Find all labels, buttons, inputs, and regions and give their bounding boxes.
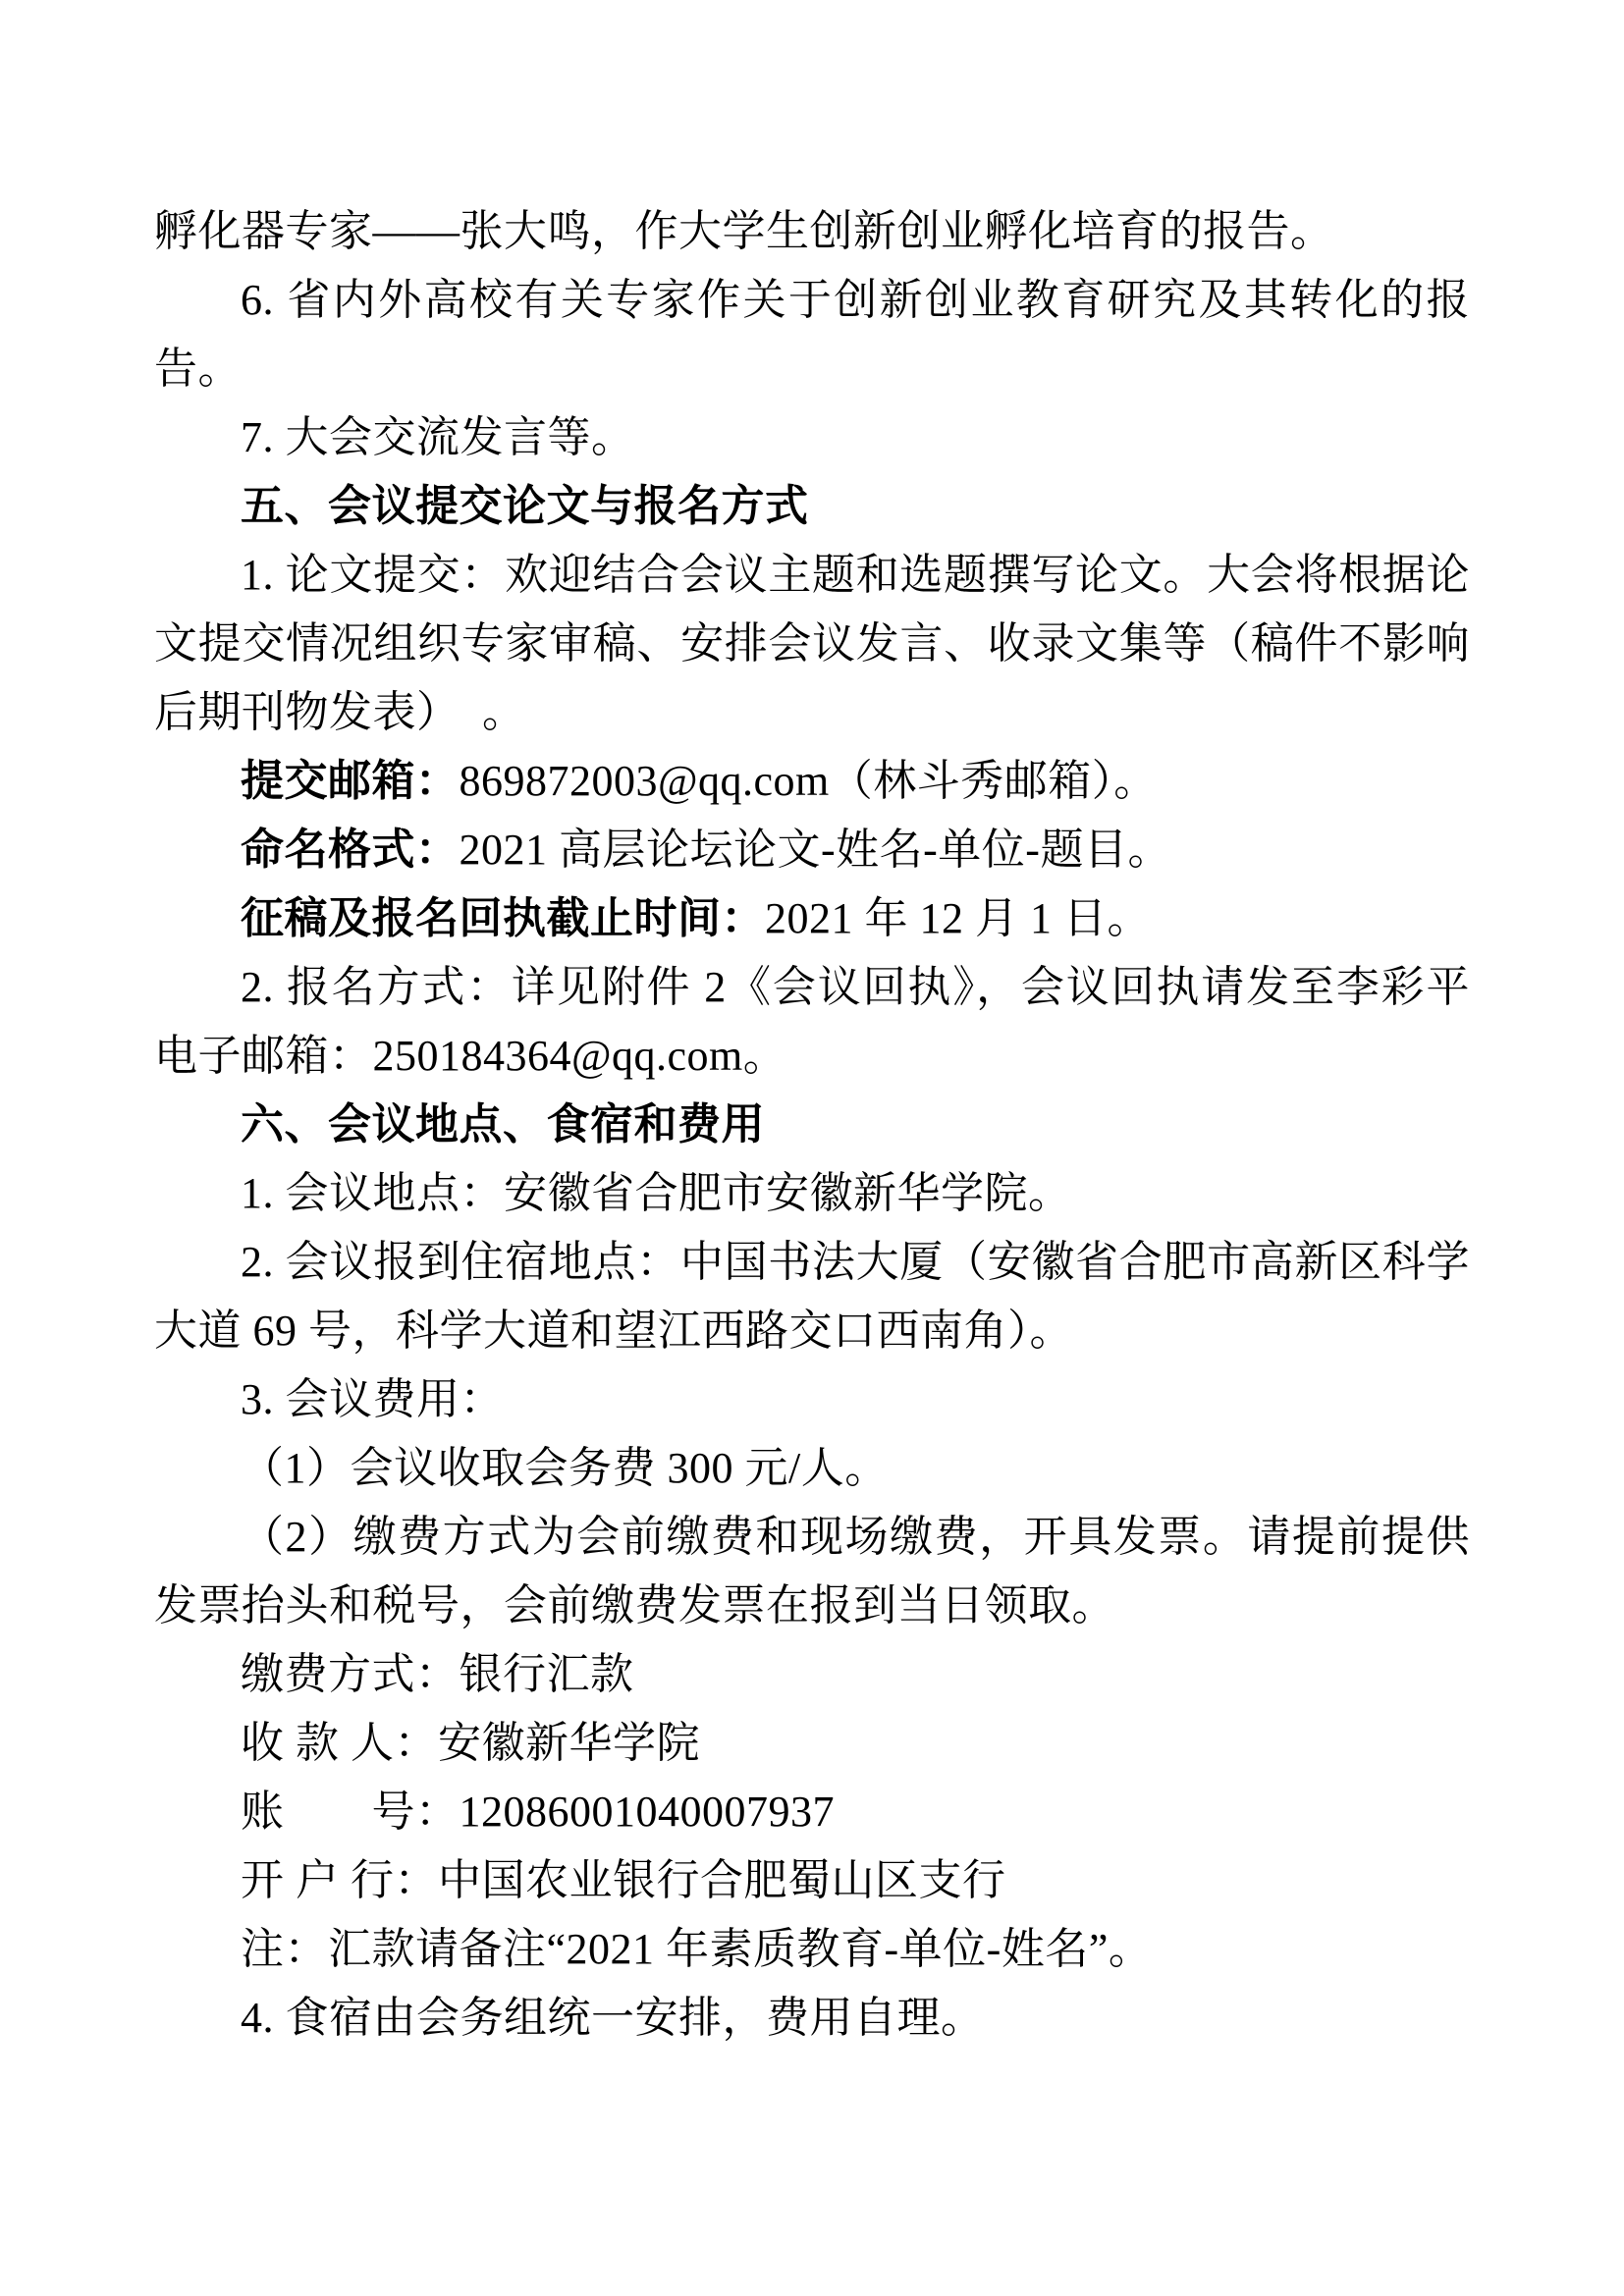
paragraph-text: 7. 大会交流发言等。 xyxy=(241,413,635,461)
paragraph-text-bold: 提交邮箱： xyxy=(241,757,460,805)
paragraph-text: 账 号：12086001040007937 xyxy=(241,1788,835,1836)
paragraph-text: 2. 报名方式：详见附件 2《会议回执》，会议回执请发至李彩平电子邮箱：250184364@qq.com。 xyxy=(154,963,1470,1080)
paragraph-text-bold: 五、会议提交论文与报名方式 xyxy=(241,482,809,530)
paragraph xyxy=(154,747,1470,816)
paragraph xyxy=(154,1365,1470,1434)
paragraph xyxy=(154,1159,1470,1228)
paragraph xyxy=(154,953,1470,1091)
paragraph xyxy=(154,1434,1470,1503)
paragraph-text: 4. 食宿由会务组统一安排，费用自理。 xyxy=(241,1994,985,2042)
paragraph-text: 孵化器专家——张大鸣，作大学生创新创业孵化培育的报告。 xyxy=(154,207,1334,255)
paragraph xyxy=(154,1503,1470,1640)
paragraph-text: 开 户 行：中国农业银行合肥蜀山区支行 xyxy=(241,1856,1006,1904)
paragraph xyxy=(154,1778,1470,1846)
paragraph-text: 3. 会议费用： xyxy=(241,1375,504,1423)
paragraph-text: 注：汇款请备注“2021 年素质教育-单位-姓名”。 xyxy=(241,1925,1153,1973)
paragraph-text: 收 款 人：安徽新华学院 xyxy=(241,1719,700,1767)
paragraph xyxy=(154,1984,1470,2053)
paragraph-text-bold: 征稿及报名回执截止时间： xyxy=(241,894,765,942)
paragraph xyxy=(154,197,1470,266)
paragraph-text: 1. 会议地点：安徽省合肥市安徽新华学院。 xyxy=(241,1169,1072,1217)
paragraph xyxy=(154,266,1470,403)
paragraph xyxy=(154,1091,1470,1159)
paragraph-text: （2）缴费方式为会前缴费和现场缴费，开具发票。请提前提供发票抬头和税号，会前缴费发票在报到当日领取。 xyxy=(154,1513,1470,1629)
paragraph-text-bold: 命名格式： xyxy=(241,826,460,874)
paragraph-text-bold: 六、会议地点、食宿和费用 xyxy=(241,1100,765,1148)
paragraph xyxy=(154,1640,1470,1709)
paragraph-text: 6. 省内外高校有关专家作关于创新创业教育研究及其转化的报告。 xyxy=(154,276,1470,393)
paragraph-text: 2021 年 12 月 1 日。 xyxy=(765,894,1151,942)
paragraph xyxy=(154,472,1470,541)
paragraph-text: 1. 论文提交：欢迎结合会议主题和选题撰写论文。大会将根据论文提交情况组织专家审稿、安排会议发言、收录文集等（稿件不影响后期刊物发表） 。 xyxy=(154,551,1470,736)
paragraph xyxy=(154,1846,1470,1915)
paragraph-text: 869872003@qq.com（林斗秀邮箱）。 xyxy=(459,757,1158,805)
paragraph xyxy=(154,1915,1470,1984)
document-body xyxy=(154,197,1470,2053)
paragraph xyxy=(154,403,1470,472)
paragraph-text: 2021 高层论坛论文-姓名-单位-题目。 xyxy=(459,826,1171,874)
paragraph xyxy=(154,1709,1470,1778)
paragraph xyxy=(154,884,1470,953)
paragraph xyxy=(154,1228,1470,1365)
paragraph-text: 缴费方式：银行汇款 xyxy=(241,1650,634,1698)
paragraph xyxy=(154,541,1470,747)
paragraph-text: （1）会议收取会务费 300 元/人。 xyxy=(241,1444,889,1492)
paragraph xyxy=(154,816,1470,884)
paragraph-text: 2. 会议报到住宿地点：中国书法大厦（安徽省合肥市高新区科学大道 69 号，科学大道和望江西路交口西南角）。 xyxy=(154,1238,1470,1355)
